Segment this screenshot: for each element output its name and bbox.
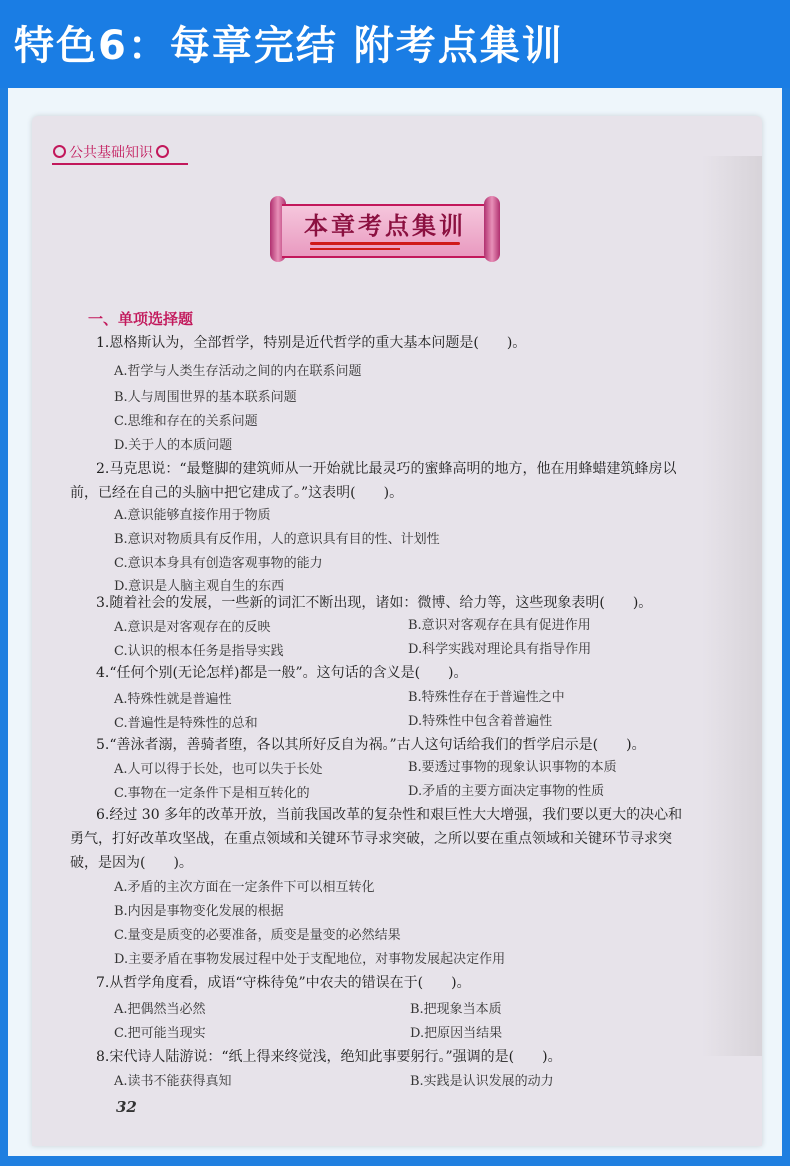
- option: C.量变是质变的必要准备，质变是量变的必然结果: [114, 928, 401, 943]
- page-curl-shadow: [702, 156, 762, 1056]
- option: B.特殊性存在于普遍性之中: [408, 690, 565, 705]
- option: A.人可以得于长处，也可以失于长处: [114, 762, 323, 777]
- option: B.实践是认识发展的动力: [410, 1074, 554, 1089]
- chapter-scroll-banner: [270, 196, 500, 262]
- option: A.矛盾的主次方面在一定条件下可以相互转化: [114, 880, 375, 895]
- target-icon: [53, 145, 66, 158]
- question-stem-cont: 破，是因为( )。: [70, 855, 193, 871]
- option: A.哲学与人类生存活动之间的内在联系问题: [114, 364, 362, 379]
- option: A.把偶然当必然: [114, 1002, 206, 1017]
- option: D.科学实践对理论具有指导作用: [408, 642, 592, 657]
- option: A.意识能够直接作用于物质: [114, 508, 271, 523]
- option: B.要透过事物的现象认识事物的本质: [408, 760, 617, 775]
- option: D.关于人的本质问题: [114, 438, 233, 453]
- option: C.普遍性是特殊性的总和: [114, 716, 258, 731]
- option: C.思维和存在的关系问题: [114, 414, 258, 429]
- option: C.意识本身具有创造客观事物的能力: [114, 556, 323, 571]
- option: D.特殊性中包含着普遍性: [408, 714, 553, 729]
- option: D.意识是人脑主观自生的东西: [114, 579, 285, 594]
- scroll-title: 本章考点集训: [304, 211, 466, 240]
- target-icon: [156, 145, 169, 158]
- page-number: 32: [116, 1098, 137, 1116]
- option: B.意识对物质具有反作用，人的意识具有目的性、计划性: [114, 532, 440, 547]
- question-stem: 8.宋代诗人陆游说：“纸上得来终觉浅，绝知此事要躬行。”强调的是( )。: [96, 1049, 562, 1065]
- running-header-label: 公共基础知识: [69, 145, 153, 161]
- option: B.人与周围世界的基本联系问题: [114, 390, 297, 405]
- option: B.把现象当本质: [410, 1002, 502, 1017]
- running-header-rule: [52, 163, 188, 165]
- option: B.意识对客观存在具有促进作用: [408, 618, 591, 633]
- question-stem: 7.从哲学角度看，成语“守株待兔”中农夫的错误在于( )。: [96, 975, 471, 991]
- question-stem: 2.马克思说：“最蹩脚的建筑师从一开始就比最灵巧的蜜蜂高明的地方，他在用蜂蜡建筑蜂房以: [96, 461, 677, 477]
- question-stem-cont: 前，已经在自己的头脑中把它建成了。”这表明( )。: [70, 485, 404, 501]
- question-stem: 6.经过 30 多年的改革开放，当前我国改革的复杂性和艰巨性大大增强，我们要以更大的决心和: [96, 807, 683, 823]
- option: D.把原因当结果: [410, 1026, 503, 1041]
- question-stem: 5.“善泳者溺，善骑者堕，各以其所好反自为祸。”古人这句话给我们的哲学启示是( )。: [96, 737, 646, 753]
- option: B.内因是事物变化发展的根据: [114, 904, 284, 919]
- option: A.特殊性就是普遍性: [114, 692, 232, 707]
- question-stem: 1.恩格斯认为，全部哲学，特别是近代哲学的重大基本问题是( )。: [96, 335, 527, 351]
- option: C.认识的根本任务是指导实践: [114, 644, 284, 659]
- question-stem-cont: 勇气，打好改革攻坚战，在重点领域和关键环节寻求突破，之所以要在重点领域和关键环节寻求突: [70, 831, 672, 847]
- option: A.读书不能获得真知: [114, 1074, 232, 1089]
- question-stem: 3.随着社会的发展，一些新的词汇不断出现，诸如：微博、给力等，这些现象表明( )。: [96, 595, 653, 611]
- option: D.主要矛盾在事物发展过程中处于支配地位，对事物发展起决定作用: [114, 952, 506, 967]
- question-stem: 4.“任何个别(无论怎样)都是一般”。这句话的含义是( )。: [96, 665, 468, 681]
- section-heading: 一、单项选择题: [88, 310, 194, 328]
- red-underline-short: [310, 248, 400, 250]
- red-underline: [310, 242, 460, 245]
- option: C.事物在一定条件下是相互转化的: [114, 786, 310, 801]
- option: D.矛盾的主要方面决定事物的性质: [408, 784, 605, 799]
- top-banner: [0, 0, 790, 88]
- banner-title: 特色6：每章完结 附考点集训: [14, 23, 564, 69]
- option: A.意识是对客观存在的反映: [114, 620, 271, 635]
- option: C.把可能当现实: [114, 1026, 206, 1041]
- running-header: [50, 142, 172, 162]
